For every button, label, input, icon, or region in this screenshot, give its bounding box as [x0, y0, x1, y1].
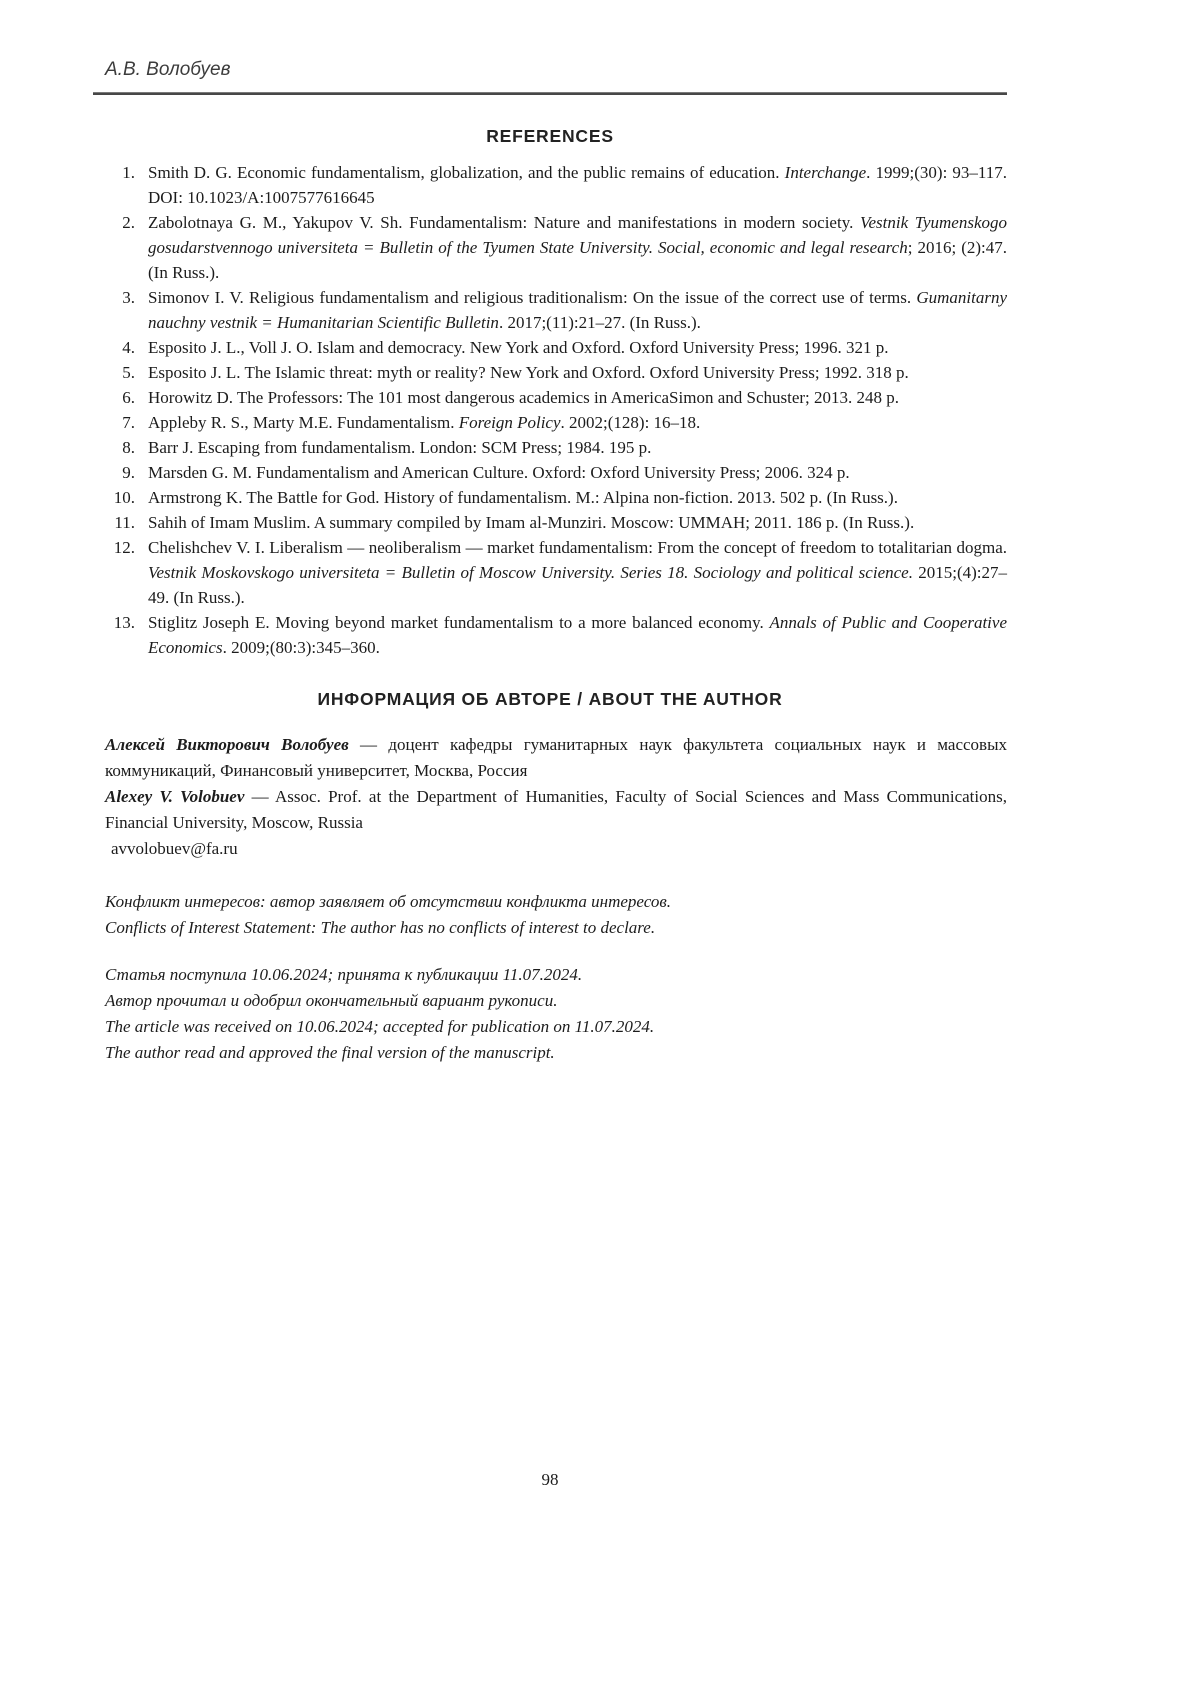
text-segment: Smith D. G. Economic fundamentalism, globalization, and the public remains of education.: [148, 163, 785, 182]
reference-text: [148, 410, 1007, 435]
reference-number: 12.: [113, 538, 135, 557]
reference-text: [148, 385, 1007, 410]
text-segment: Stiglitz Joseph E. Moving beyond market fundamentalism to a more balanced economy.: [148, 613, 770, 632]
reference-number: 2.: [122, 213, 135, 232]
reference-number: 4.: [122, 338, 135, 357]
text-segment: Interchange: [784, 163, 867, 182]
reference-text: [148, 510, 1007, 535]
reference-text: [148, 435, 1007, 460]
reference-item: [93, 535, 1007, 610]
page-content: [93, 0, 1007, 1066]
reference-item: [93, 460, 1007, 485]
reference-number: 7.: [122, 413, 135, 432]
references-title: REFERENCES: [486, 126, 614, 146]
text-segment: Alexey V. Volobuev: [105, 787, 245, 806]
page-header: [93, 58, 1007, 95]
reference-text: [148, 485, 1007, 510]
header-rule: [93, 92, 1007, 95]
reference-text: [148, 210, 1007, 285]
reference-item: [93, 160, 1007, 210]
text-segment: Vestnik Moskovskogo universiteta = Bulletin of Moscow University. Series 18. Sociology and political science.: [148, 563, 913, 582]
reference-number: 8.: [122, 438, 135, 457]
text-segment: Esposito J. L. The Islamic threat: myth or reality? New York and Oxford. Oxford University Press; 1992. 318 p.: [148, 363, 909, 382]
reference-text: [148, 535, 1007, 610]
text-segment: Armstrong K. The Battle for God. History of fundamentalism. M.: Alpina non-fiction. 2013. 502 p. (In Russ.).: [148, 488, 898, 507]
reference-item: [93, 485, 1007, 510]
text-segment: Gumanitarny nauchny vestnik = Humanitarian Scientific Bulletin: [148, 288, 1007, 332]
author-info-title: ИНФОРМАЦИЯ ОБ АВТОРЕ / ABOUT THE AUTHOR: [317, 689, 783, 709]
reference-text: [148, 460, 1007, 485]
text-segment: . 1999;(30): 93–117. DOI: 10.1023/A:1007577616645: [148, 163, 1008, 207]
text-segment: Алексей Викторович Волобуев: [105, 735, 349, 754]
author-bio: [93, 732, 1007, 862]
reference-item: [93, 410, 1007, 435]
conflict-of-interest-block: [93, 889, 1007, 941]
reference-number: 5.: [122, 363, 135, 382]
reference-number: 6.: [122, 388, 135, 407]
reference-item: [93, 335, 1007, 360]
author-bio-ru: [105, 732, 1007, 784]
reference-text: [148, 360, 1007, 385]
received-date-en: The article was received on 10.06.2024; accepted for publication on 11.07.2024.: [105, 1017, 655, 1036]
page-number: 98: [541, 1470, 559, 1489]
text-segment: Sahih of Imam Muslim. A summary compiled by Imam al-Munziri. Moscow: UMMAH; 2011. 186 p. (In Russ.).: [148, 513, 915, 532]
reference-number: 10.: [113, 488, 135, 507]
conflict-statement-ru: Конфликт интересов: автор заявляет об отсутствии конфликта интересов.: [105, 892, 672, 911]
text-segment: Horowitz D. The Professors: The 101 most dangerous academics in AmericaSimon and Schuster; 2013. 248 p.: [148, 388, 900, 407]
reference-number: 3.: [122, 288, 135, 307]
running-head: А.В. Волобуев: [105, 59, 231, 80]
reference-text: [148, 285, 1007, 335]
reference-item: [93, 610, 1007, 660]
reference-number: 11.: [114, 513, 135, 532]
text-segment: Zabolotnaya G. M., Yakupov V. Sh. Fundamentalism: Nature and manifestations in modern society.: [148, 213, 860, 232]
text-segment: 2015;(4):27–49. (In Russ.).: [148, 563, 1007, 607]
reference-number: 1.: [122, 163, 135, 182]
text-segment: ; 2016; (2):47. (In Russ.).: [148, 238, 1007, 282]
conflict-statement-en: Conflicts of Interest Statement: The author has no conflicts of interest to declare.: [105, 918, 656, 937]
approved-note-ru: Автор прочитал и одобрил окончательный вариант рукописи.: [105, 991, 558, 1010]
text-segment: . 2002;(128): 16–18.: [560, 413, 701, 432]
approved-note-en: The author read and approved the final version of the manuscript.: [105, 1043, 555, 1062]
text-segment: — доцент кафедры гуманитарных наук факультета социальных наук и массовых коммуникаций, Финансовый университет, Москва, Россия: [105, 735, 1007, 780]
text-segment: Marsden G. M. Fundamentalism and American Culture. Oxford: Oxford University Press; 2006. 324 p.: [148, 463, 850, 482]
text-segment: Foreign Policy: [458, 413, 561, 432]
text-segment: — Assoc. Prof. at the Department of Humanities, Faculty of Social Sciences and Mass Communications, Financial University, Moscow, Russia: [105, 787, 1007, 832]
received-date-ru: Статья поступила 10.06.2024; принята к публикации 11.07.2024.: [105, 965, 583, 984]
text-segment: . 2017;(11):21–27. (In Russ.).: [498, 313, 701, 332]
reference-item: [93, 360, 1007, 385]
reference-number: 13.: [113, 613, 135, 632]
author-bio-en: [105, 784, 1007, 836]
reference-text: [148, 160, 1007, 210]
reference-item: [93, 210, 1007, 285]
text-segment: Barr J. Escaping from fundamentalism. London: SCM Press; 1984. 195 p.: [148, 438, 652, 457]
reference-item: [93, 510, 1007, 535]
text-segment: Annals of Public and Cooperative Economics: [148, 613, 1007, 657]
text-segment: . 2009;(80:3):345–360.: [222, 638, 380, 657]
reference-number: 9.: [122, 463, 135, 482]
reference-text: [148, 335, 1007, 360]
article-dates-block: [93, 962, 1007, 1066]
author-email: avvolobuev@fa.ru: [111, 839, 238, 858]
reference-item: [93, 385, 1007, 410]
text-segment: Esposito J. L., Voll J. O. Islam and democracy. New York and Oxford. Oxford University Press; 1996. 321 p.: [148, 338, 889, 357]
text-segment: Vestnik Tyumenskogo gosudarstvennogo universiteta = Bulletin of the Tyumen State University. Social, economic and legal research: [148, 213, 1007, 257]
text-segment: Appleby R. S., Marty M.E. Fundamentalism.: [148, 413, 459, 432]
reference-item: [93, 285, 1007, 335]
text-segment: Chelishchev V. I. Liberalism — neoliberalism — market fundamentalism: From the concept of freedom to totalitarian dogma.: [148, 538, 1007, 557]
reference-item: [93, 435, 1007, 460]
references-list: [93, 160, 1007, 660]
reference-text: [148, 610, 1007, 660]
text-segment: Simonov I. V. Religious fundamentalism and religious traditionalism: On the issue of the correct use of terms.: [148, 288, 917, 307]
